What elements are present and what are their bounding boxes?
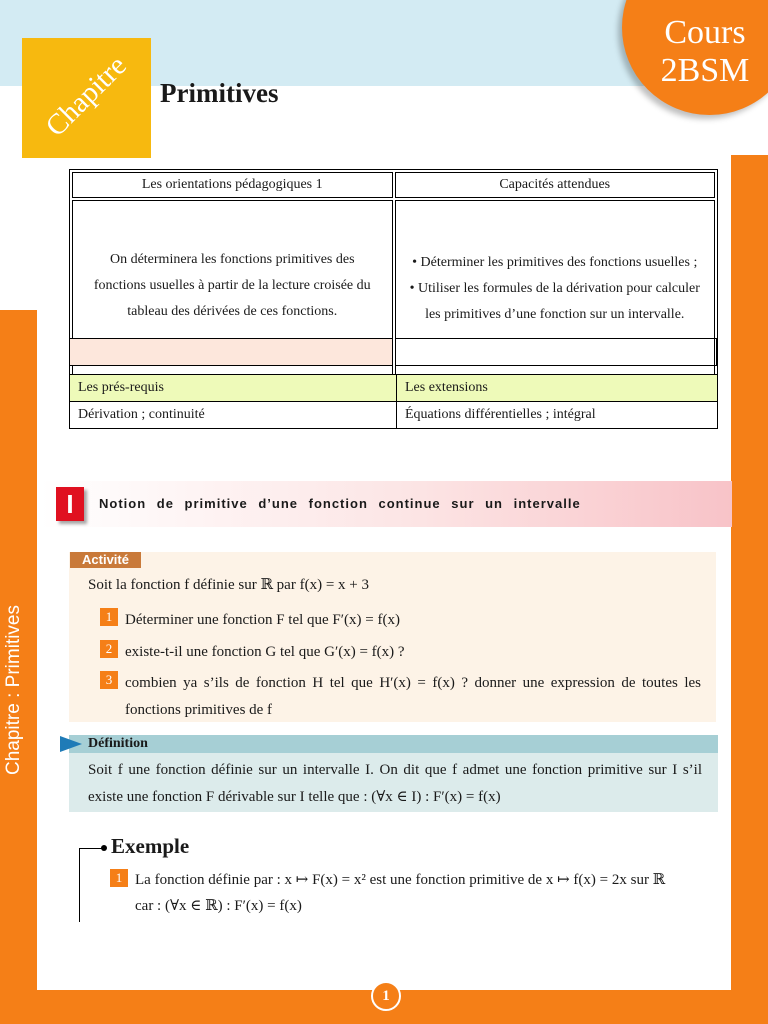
question-number: 1 — [100, 608, 118, 626]
bullet-dot-icon — [101, 845, 107, 851]
chapitre-word: Chapitre — [39, 49, 133, 143]
arrow-right-icon — [60, 736, 82, 752]
prerequis-header: Les prés-requis — [70, 375, 397, 402]
capacite-item: • Utiliser les formules de la dérivation pour calculer les primitives d’une fonction sur un intervalle. — [409, 281, 700, 322]
question-text: combien ya s’ils de fonction H tel que H′(x) = f(x) ? donner une expression de toutes les fonctions primitives de f — [125, 675, 701, 718]
question-text: Déterminer une fonction F tel que F′(x) = f(x) — [125, 612, 400, 628]
definition-header — [69, 735, 718, 753]
section-number: I — [56, 487, 84, 521]
exemple-line: car : (∀x ∈ ℝ) : F′(x) = f(x) — [135, 898, 302, 914]
question-number: 2 — [100, 640, 118, 658]
exemple-bracket-vertical — [79, 848, 80, 922]
cours-badge-line1: Cours — [664, 14, 746, 51]
exemple-line: La fonction définie par : x ↦ F(x) = x² est une fonction primitive de x ↦ f(x) = 2x sur ℝ — [135, 872, 666, 888]
exemple-number: 1 — [110, 869, 128, 887]
side-chapter-label: Chapitre : Primitives — [3, 605, 24, 775]
question-number: 3 — [100, 671, 118, 689]
question-text: existe-t-il une fonction G tel que G′(x) = f(x) ? — [125, 644, 405, 660]
exemple-title: Exemple — [111, 834, 190, 858]
capacites-header: Capacités attendues — [395, 172, 716, 198]
section-title: Notion de primitive d’une fonction continue sur un intervalle — [99, 496, 581, 511]
empty-cell-right — [395, 338, 717, 366]
empty-cell-left — [69, 338, 393, 366]
empty-table-row — [69, 338, 718, 368]
page-title: Primitives — [160, 78, 279, 108]
prerequis-table — [69, 374, 718, 429]
orientation-header: Les orientations pédagogiques 1 — [72, 172, 393, 198]
exemple-text — [135, 867, 701, 919]
extensions-header: Les extensions — [397, 375, 718, 402]
page-number: 1 — [371, 981, 401, 1011]
cours-badge-line2: 2BSM — [660, 52, 750, 89]
extensions-value: Équations différentielles ; intégral — [397, 402, 718, 429]
definition-label: Définition — [88, 736, 148, 751]
cours-badge-text — [640, 14, 768, 90]
capacite-item: • Déterminer les primitives des fonctions usuelles ; — [412, 255, 698, 270]
prerequis-value: Dérivation ; continuité — [70, 402, 397, 429]
activite-tag: Activité — [70, 552, 141, 568]
right-orange-bar — [731, 155, 768, 1024]
chapitre-box — [22, 38, 151, 158]
orientation-body: On déterminera les fonctions primitives des fonctions usuelles à partir de la lecture croisée du tableau des dérivées de ces fonctions. — [72, 200, 393, 378]
activite-intro: Soit la fonction f définie sur ℝ par f(x) = x + 3 — [88, 577, 369, 593]
definition-text: Soit f une fonction définie sur un intervalle I. On dit que f admet une fonction primitive sur I s’il existe une fonction F dérivable sur I telle que : (∀x ∈ I) : F′(x) = f(x) — [88, 762, 702, 805]
